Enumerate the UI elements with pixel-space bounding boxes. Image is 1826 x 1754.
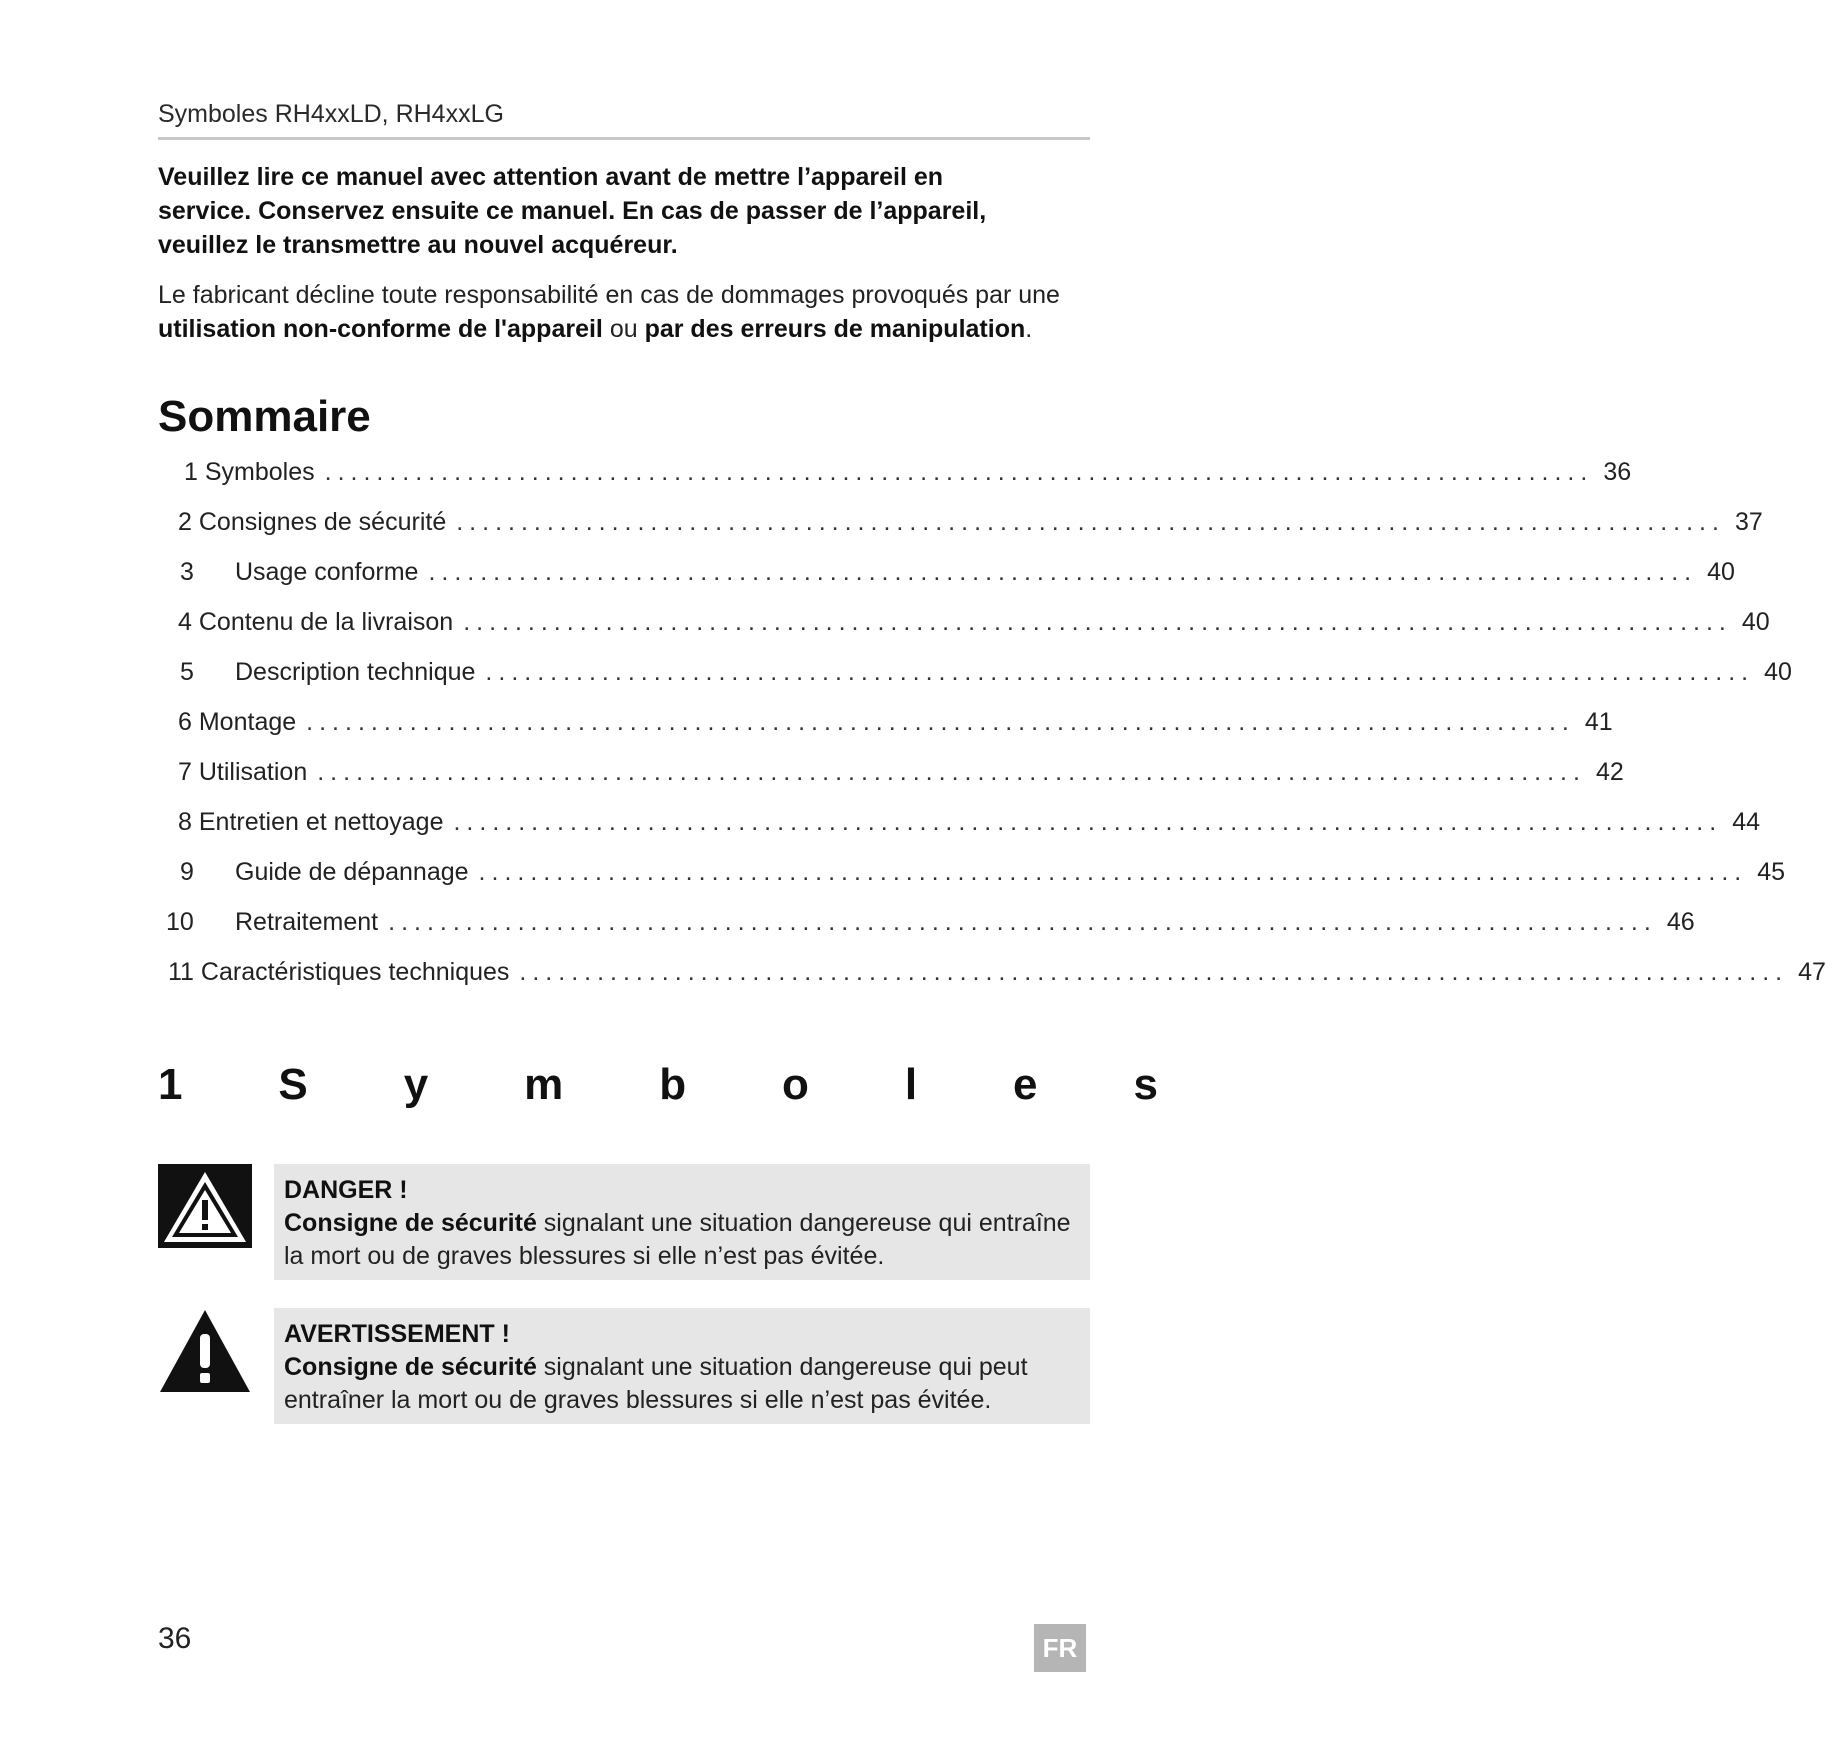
notice-line: entraîner la mort ou de graves blessures si elle n’est pas évitée. — [284, 1386, 992, 1414]
language-badge: FR — [1034, 1624, 1086, 1672]
toc-entry[interactable] — [184, 458, 1632, 498]
toc-entry-page: 47 — [1798, 958, 1826, 986]
warning-notice — [274, 1308, 1090, 1424]
toc-entry[interactable] — [180, 658, 1792, 698]
toc-entry[interactable] — [180, 558, 1735, 598]
toc-entry-page: 45 — [1757, 858, 1786, 886]
danger-notice — [274, 1164, 1090, 1280]
toc-entry-label: Symboles — [204, 458, 315, 486]
toc-entry-number: 6 — [178, 708, 199, 736]
disclaimer-bold: par des erreurs de manipulation — [644, 315, 1026, 343]
danger-warning-icon — [158, 1164, 252, 1248]
heading-char: o — [782, 1060, 809, 1109]
heading-char: s — [1133, 1060, 1158, 1109]
toc-entry-label: Caractéristiques techniques — [200, 958, 510, 986]
toc-entry-number: 8 — [178, 808, 199, 836]
toc-entry-number: 5 — [180, 658, 194, 686]
toc-leader-dots: .................................................................................................. — [485, 658, 1755, 686]
notice-title: DANGER ! — [284, 1176, 408, 1204]
toc-leader-dots: .................................................................................................. — [428, 558, 1698, 586]
toc-entry-page: 44 — [1732, 808, 1760, 836]
disclaimer — [158, 278, 1108, 346]
toc-entry-label: Montage — [198, 708, 297, 736]
toc-leader-dots: .................................................................................................. — [519, 958, 1789, 986]
disclaimer-line — [158, 312, 1108, 346]
toc-entry-page: 46 — [1666, 908, 1695, 936]
toc-leader-dots: .................................................................................................. — [456, 508, 1725, 536]
notice-lead: Consigne de sécurité — [284, 1353, 537, 1381]
toc-entry-label: Retraitement — [235, 908, 379, 936]
intro-line: service. Conservez ensuite ce manuel. En cas de passer de l’appareil, — [158, 197, 987, 225]
toc-entry-number: 3 — [180, 558, 194, 586]
disclaimer-line: Le fabricant décline toute responsabilité en cas de dommages provoqués par une — [158, 281, 1060, 309]
toc-entry[interactable] — [178, 608, 1770, 648]
toc-leader-dots: .................................................................................................. — [478, 858, 1748, 886]
notice-line — [284, 1207, 1080, 1240]
toc-entry[interactable] — [178, 808, 1760, 848]
toc-entry-number: 11 — [168, 958, 201, 986]
toc-leader-dots: .................................................................................................. — [463, 608, 1732, 636]
section-heading-symboles — [158, 1060, 1158, 1110]
toc-entry-label: Guide de dépannage — [235, 858, 469, 886]
disclaimer-connector: ou — [602, 315, 645, 343]
toc-entry-label: Consignes de sécurité — [198, 508, 447, 536]
toc-entry[interactable] — [178, 708, 1613, 748]
toc-entry-number: 9 — [180, 858, 194, 886]
toc-entry-page: 40 — [1741, 608, 1770, 636]
warning-triangle-icon — [158, 1308, 252, 1394]
toc-entry-number: 4 — [178, 608, 199, 636]
toc-leader-dots: .................................................................................................. — [324, 458, 1594, 486]
intro-warning-text — [158, 160, 1098, 262]
intro-line: veuillez le transmettre au nouvel acquéreur. — [158, 231, 678, 259]
toc-leader-dots: .................................................................................................. — [453, 808, 1723, 836]
notice-text: signalant une situation dangereuse qui entraîne — [536, 1209, 1071, 1237]
toc-entry-page: 40 — [1764, 658, 1792, 686]
running-header: Symboles RH4xxLD, RH4xxLG — [158, 100, 1090, 140]
toc-entry[interactable] — [166, 908, 1695, 948]
toc-entry-label: Contenu de la livraison — [198, 608, 454, 636]
toc-leader-dots: .................................................................................................. — [306, 708, 1575, 736]
heading-char: l — [904, 1060, 918, 1109]
notice-lead: Consigne de sécurité — [284, 1209, 537, 1237]
notice-text: signalant une situation dangereuse qui peut — [536, 1353, 1028, 1381]
toc-entry-page: 42 — [1595, 758, 1624, 786]
toc-entry-label: Utilisation — [198, 758, 308, 786]
heading-char: m — [524, 1060, 564, 1109]
heading-char: S — [278, 1060, 308, 1109]
toc-entry-number: 10 — [166, 908, 194, 936]
toc-entry[interactable] — [178, 508, 1763, 548]
toc-entry-number: 1 — [184, 458, 205, 486]
disclaimer-end: . — [1025, 315, 1033, 343]
toc-entry-label: Entretien et nettoyage — [198, 808, 444, 836]
toc-title: Sommaire — [158, 392, 371, 441]
heading-char: 1 — [158, 1060, 183, 1109]
toc-entry-page: 36 — [1603, 458, 1632, 486]
toc-entry-number: 7 — [178, 758, 199, 786]
toc-entry-page: 37 — [1734, 508, 1763, 536]
toc-entry[interactable] — [178, 758, 1624, 798]
notice-line: la mort ou de graves blessures si elle n’est pas évitée. — [284, 1242, 885, 1270]
disclaimer-bold: utilisation non-conforme de l'appareil — [158, 315, 603, 343]
notice-line — [284, 1351, 1080, 1384]
toc-leader-dots: .................................................................................................. — [317, 758, 1586, 786]
toc-leader-dots: .................................................................................................. — [388, 908, 1657, 936]
toc-entry-number: 2 — [178, 508, 199, 536]
intro-line: Veuillez lire ce manuel avec attention avant de mettre l’appareil en — [158, 163, 944, 191]
notice-title: AVERTISSEMENT ! — [284, 1320, 510, 1348]
page-number: 36 — [158, 1622, 192, 1655]
toc-entry-label: Description technique — [235, 658, 476, 686]
toc-entry-page: 40 — [1707, 558, 1735, 586]
toc-entry[interactable] — [168, 958, 1826, 998]
heading-char: e — [1013, 1060, 1038, 1109]
toc-entry-label: Usage conforme — [235, 558, 419, 586]
heading-char: b — [659, 1060, 687, 1109]
heading-char: y — [403, 1060, 429, 1109]
toc-entry-page: 41 — [1584, 708, 1613, 736]
toc-entry[interactable] — [180, 858, 1786, 898]
